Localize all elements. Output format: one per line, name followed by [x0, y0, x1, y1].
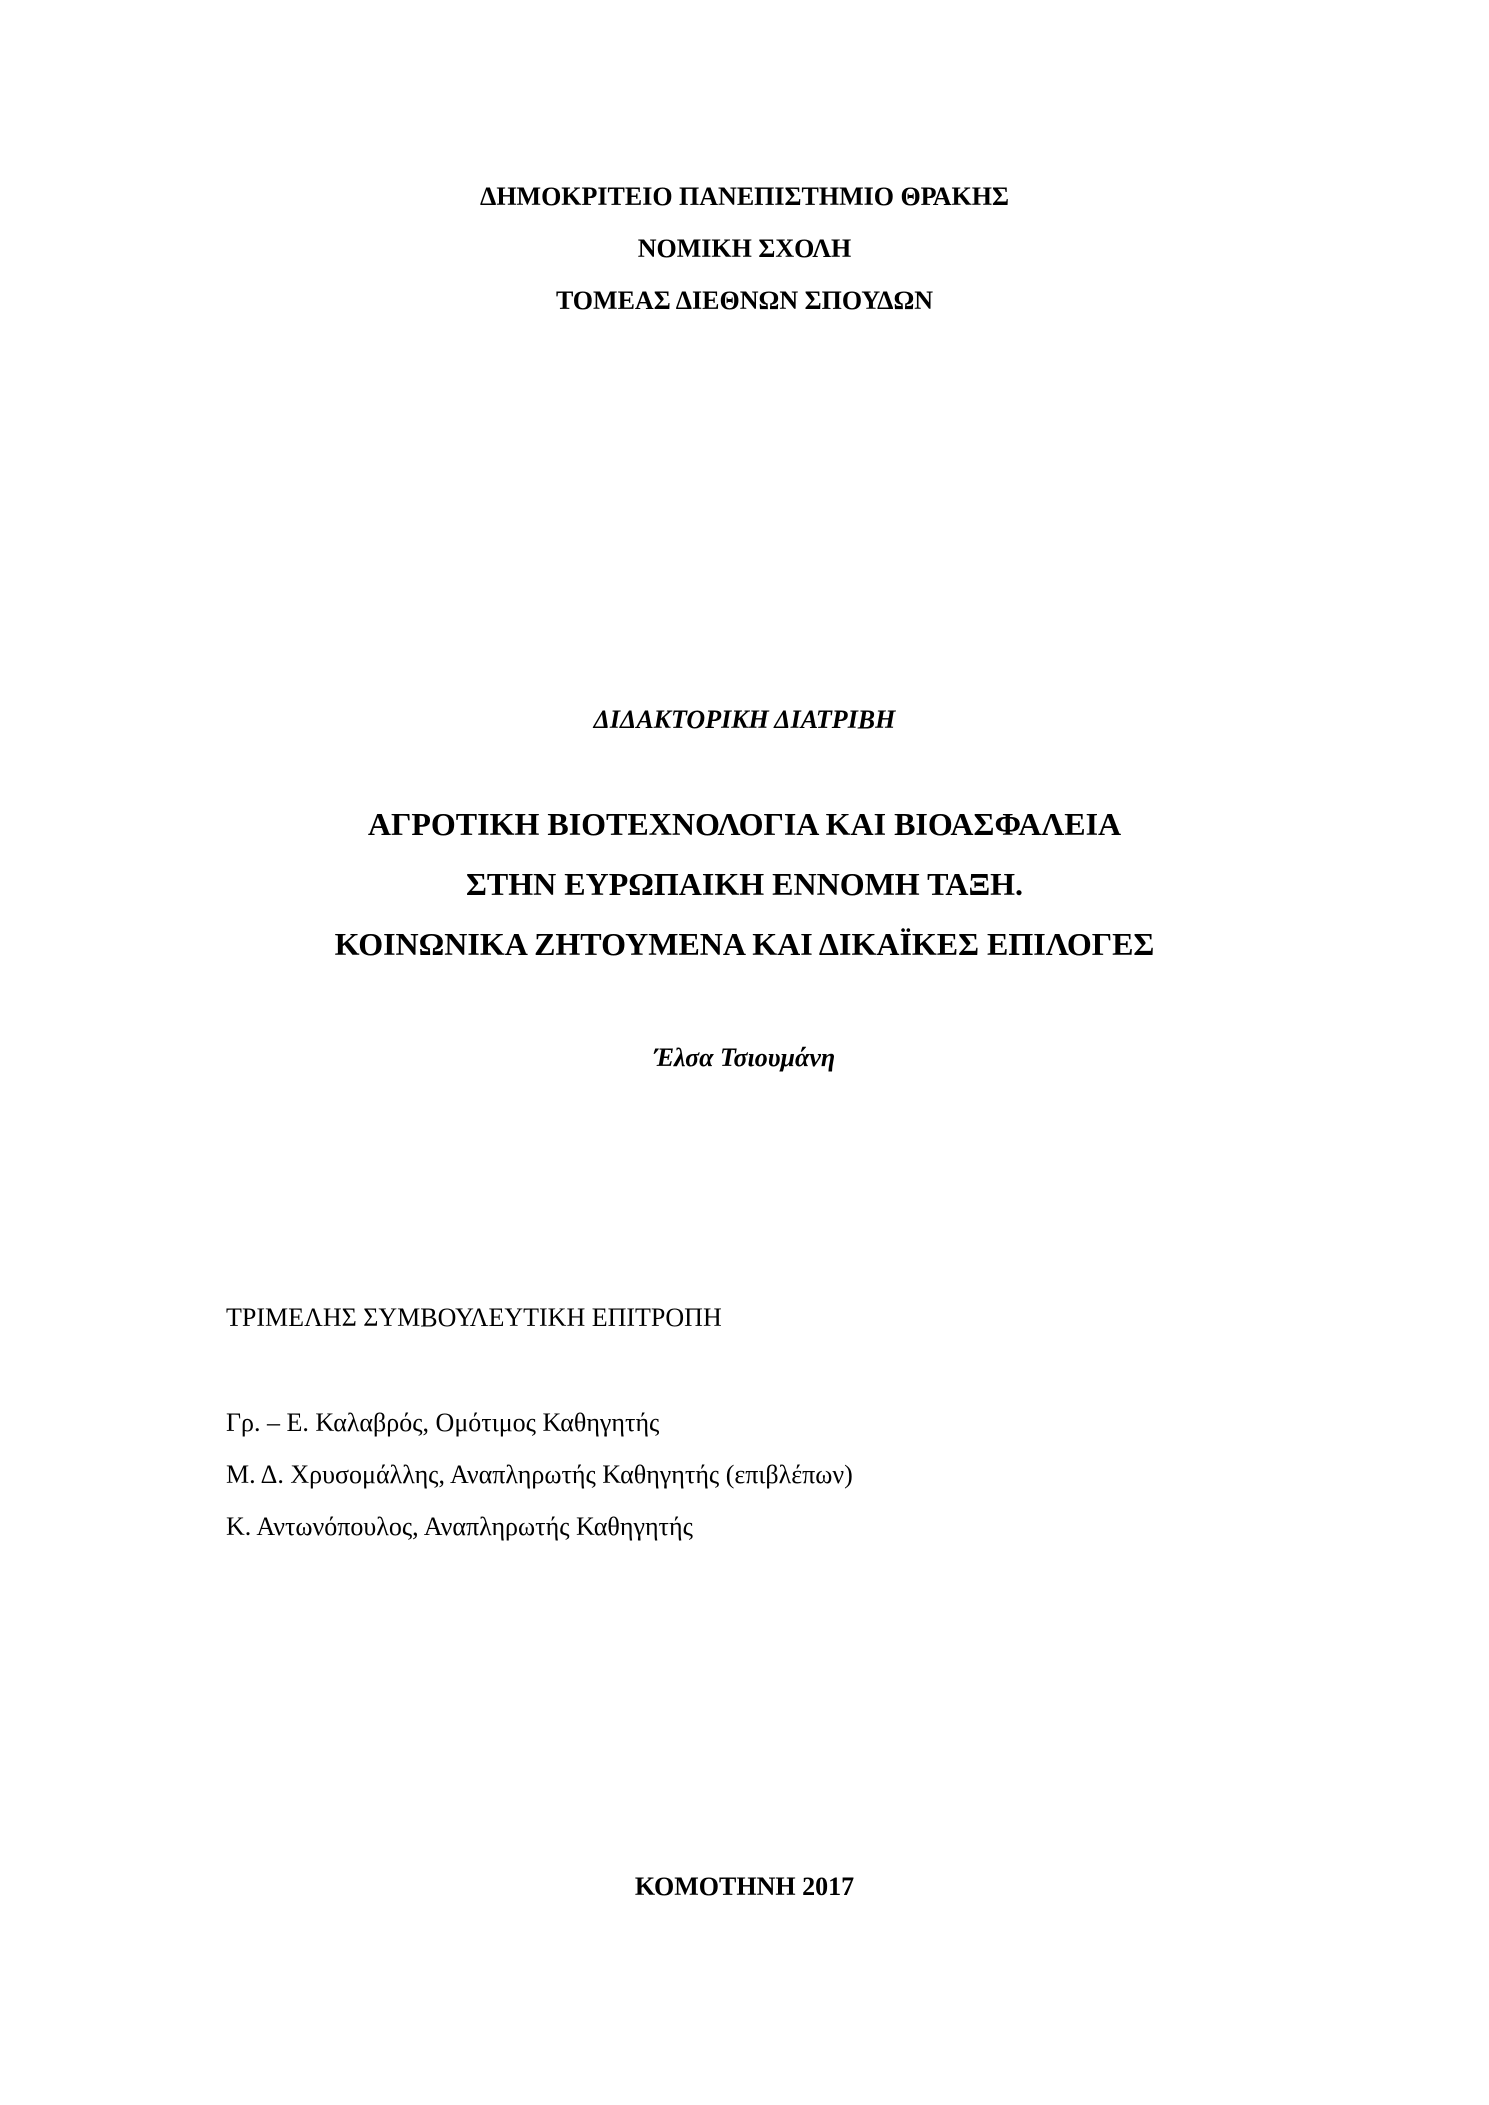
committee-member: Γρ. – Ε. Καλαβρός, Ομότιμος Καθηγητής — [226, 1408, 660, 1437]
document-type: ΔΙΔΑΚΤΟΡΙΚΗ ΔΙΑΤΡΙΒΗ — [593, 705, 896, 734]
university-name: ΔΗΜΟΚΡΙΤΕΙΟ ΠΑΝΕΠΙΣΤΗΜΙΟ ΘΡΑΚΗΣ — [480, 182, 1009, 211]
thesis-title-line-2: ΣΤΗΝ ΕΥΡΩΠΑΙΚΗ ΕΝΝΟΜΗ ΤΑΞΗ. — [466, 866, 1023, 902]
committee-member: Μ. Δ. Χρυσομάλλης, Αναπληρωτής Καθηγητής (επιβλέπων) — [226, 1460, 853, 1489]
department-name: ΤΟΜΕΑΣ ΔΙΕΘΝΩΝ ΣΠΟΥΔΩΝ — [555, 286, 934, 315]
thesis-title-line-3: ΚΟΙΝΩΝΙΚΑ ΖΗΤΟΥΜΕΝΑ ΚΑΙ ΔΙΚΑΪΚΕΣ ΕΠΙΛΟΓΕΣ — [334, 926, 1155, 962]
place-and-year: ΚΟΜΟΤΗΝΗ 2017 — [634, 1872, 855, 1901]
committee-heading: ΤΡΙΜΕΛΗΣ ΣΥΜΒΟΥΛΕΥΤΙΚΗ ΕΠΙΤΡΟΠΗ — [226, 1303, 722, 1332]
committee-member: Κ. Αντωνόπουλος, Αναπληρωτής Καθηγητής — [226, 1512, 693, 1541]
thesis-title-line-1: ΑΓΡΟΤΙΚΗ ΒΙΟΤΕΧΝΟΛΟΓΙΑ ΚΑΙ ΒΙΟΑΣΦΑΛΕΙΑ — [367, 806, 1122, 842]
school-name: ΝΟΜΙΚΗ ΣΧΟΛΗ — [637, 234, 852, 263]
author-name: Έλσα Τσιουμάνη — [653, 1043, 836, 1072]
